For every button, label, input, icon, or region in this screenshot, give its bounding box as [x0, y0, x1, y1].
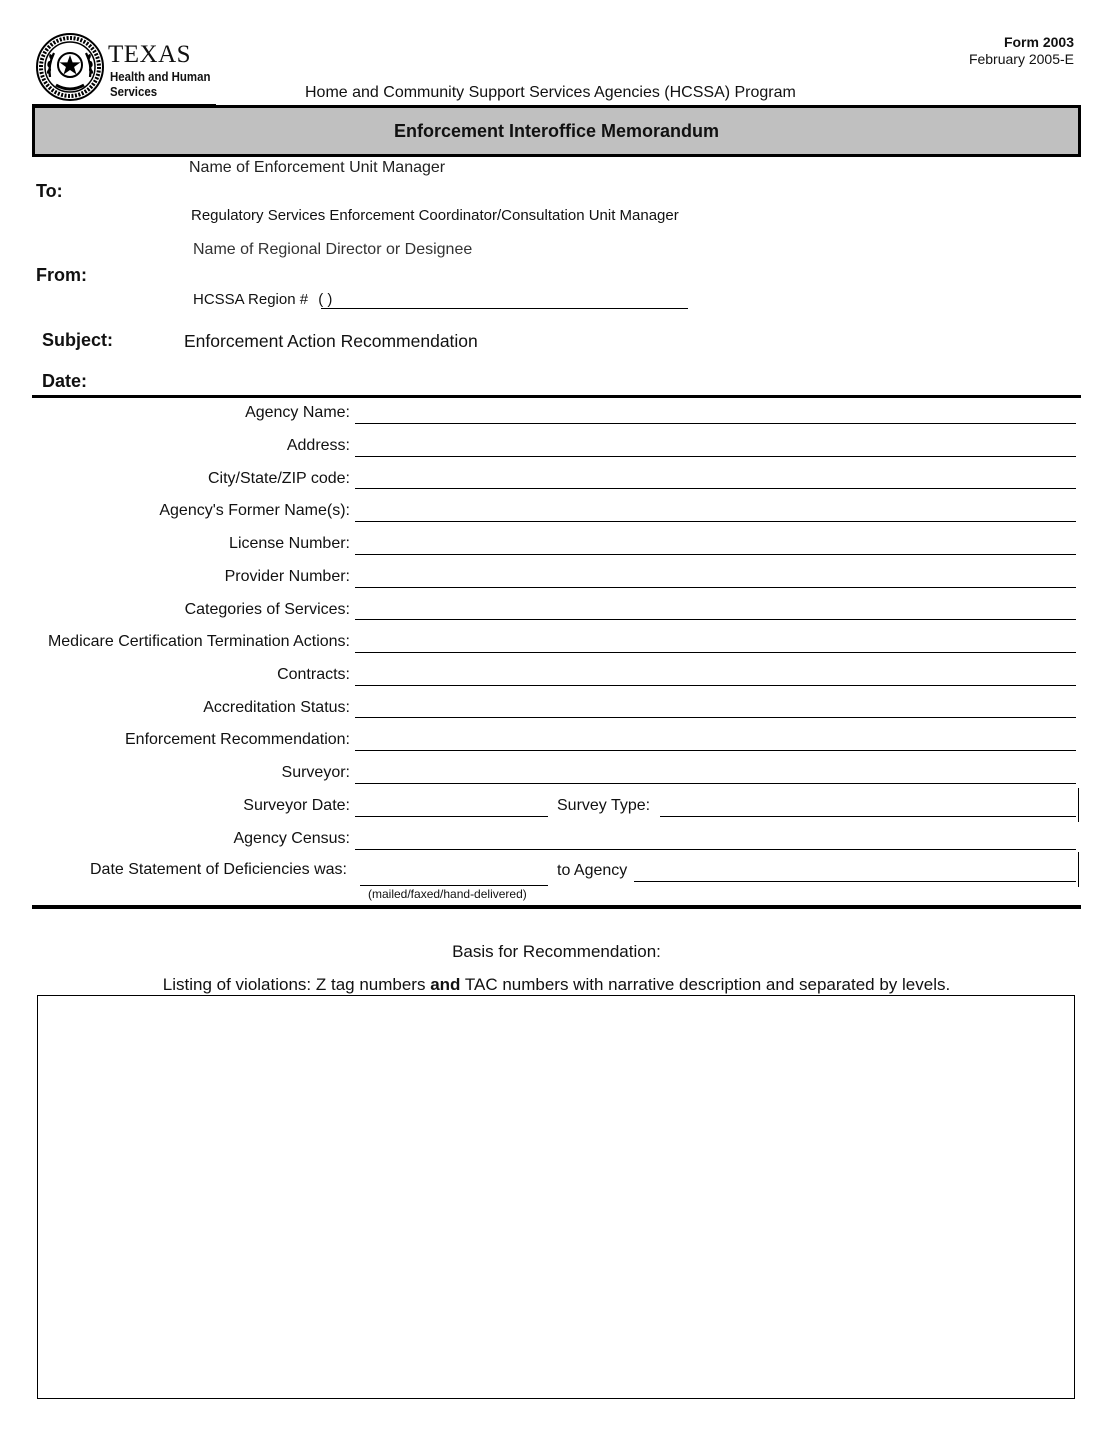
- to-agency-date-field[interactable]: [634, 881, 1076, 882]
- field-label-surveyor: Surveyor:: [281, 764, 350, 781]
- field-label-enforcement-recommendation: Enforcement Recommendation:: [125, 731, 350, 748]
- field-label-statement-of-deficiencies: Date Statement of Deficiencies was:: [89, 861, 347, 878]
- delivery-method-hint: (mailed/faxed/hand-delivered): [368, 887, 527, 901]
- section-divider-bottom: [32, 905, 1081, 909]
- field-label-agency-name: Agency Name:: [245, 404, 350, 421]
- field-label-categories-of-services: Categories of Services:: [184, 601, 350, 618]
- enforcement-recommendation-field[interactable]: [355, 750, 1076, 751]
- region-underline: [321, 308, 688, 309]
- field-label-contracts: Contracts:: [277, 666, 350, 683]
- categories-of-services-field[interactable]: [355, 619, 1076, 620]
- surveyor-field[interactable]: [355, 783, 1076, 784]
- field-label-former-names: Agency's Former Name(s):: [159, 502, 350, 519]
- form-number: Form 2003: [1003, 34, 1074, 50]
- basis-heading: Basis for Recommendation:: [452, 942, 661, 961]
- field-label-agency-census: Agency Census:: [233, 830, 350, 847]
- surveyor-date-field[interactable]: [355, 816, 548, 817]
- document-title-bar: [32, 105, 1081, 157]
- form-revision-date: February 2005-E: [968, 51, 1074, 67]
- field-label-survey-type: Survey Type:: [557, 797, 651, 814]
- agency-name-field[interactable]: [355, 423, 1076, 424]
- violations-text-area[interactable]: [37, 995, 1075, 1399]
- medicare-termination-field[interactable]: [355, 652, 1076, 653]
- field-label-provider-number: Provider Number:: [224, 568, 350, 585]
- instructions-part-2: TAC numbers with narrative description and separated by levels.: [460, 975, 951, 994]
- section-divider-top: [32, 395, 1081, 398]
- accreditation-status-field[interactable]: [355, 717, 1076, 718]
- survey-type-field[interactable]: [660, 816, 1076, 817]
- texas-star-seal-icon: [36, 33, 104, 101]
- from-label: From:: [36, 265, 87, 285]
- logo-line-2: Health and Human: [110, 69, 211, 84]
- logo-texas-text: TEXAS: [108, 41, 192, 68]
- to-line-2[interactable]: Regulatory Services Enforcement Coordinator/Consultation Unit Manager: [191, 207, 679, 224]
- logo-line-3: Services: [110, 84, 158, 99]
- contracts-field[interactable]: [355, 685, 1076, 686]
- to-agency-right-border: [1078, 852, 1079, 887]
- field-label-license-number: License Number:: [229, 535, 350, 552]
- subject-value: Enforcement Action Recommendation: [184, 331, 478, 351]
- from-line-1[interactable]: Name of Regional Director or Designee: [193, 241, 473, 258]
- document-title: Enforcement Interoffice Memorandum: [393, 120, 720, 141]
- former-names-field[interactable]: [355, 521, 1076, 522]
- field-label-accreditation-status: Accreditation Status:: [203, 699, 350, 716]
- program-name: Home and Community Support Services Agencies (HCSSA) Program: [305, 84, 796, 101]
- date-label: Date:: [42, 371, 88, 391]
- basis-instructions: [0, 975, 1113, 995]
- survey-type-right-border: [1078, 788, 1079, 822]
- provider-number-field[interactable]: [355, 587, 1076, 588]
- license-number-field[interactable]: [355, 554, 1076, 555]
- statement-delivery-method-field[interactable]: [360, 885, 548, 886]
- agency-census-field[interactable]: [355, 849, 1076, 850]
- region-label: HCSSA Region #: [193, 291, 309, 308]
- field-label-to-agency: to Agency: [557, 862, 628, 879]
- field-label-address: Address:: [286, 437, 350, 454]
- to-line-1[interactable]: Name of Enforcement Unit Manager: [189, 159, 446, 176]
- region-row: [193, 291, 332, 308]
- field-label-surveyor-date: Surveyor Date:: [243, 797, 350, 814]
- address-field[interactable]: [355, 456, 1076, 457]
- to-label: To:: [36, 181, 63, 201]
- subject-label: Subject:: [42, 330, 114, 350]
- instructions-bold-and: and: [430, 975, 461, 994]
- field-label-medicare-termination: Medicare Certification Termination Actions:: [47, 633, 350, 650]
- field-label-city-state-zip: City/State/ZIP code:: [208, 470, 350, 487]
- city-state-zip-field[interactable]: [355, 488, 1076, 489]
- logo-agency-text: [110, 69, 210, 99]
- region-number-field[interactable]: ( ): [318, 291, 333, 308]
- instructions-part-1: Listing of violations: Z tag numbers: [162, 975, 431, 994]
